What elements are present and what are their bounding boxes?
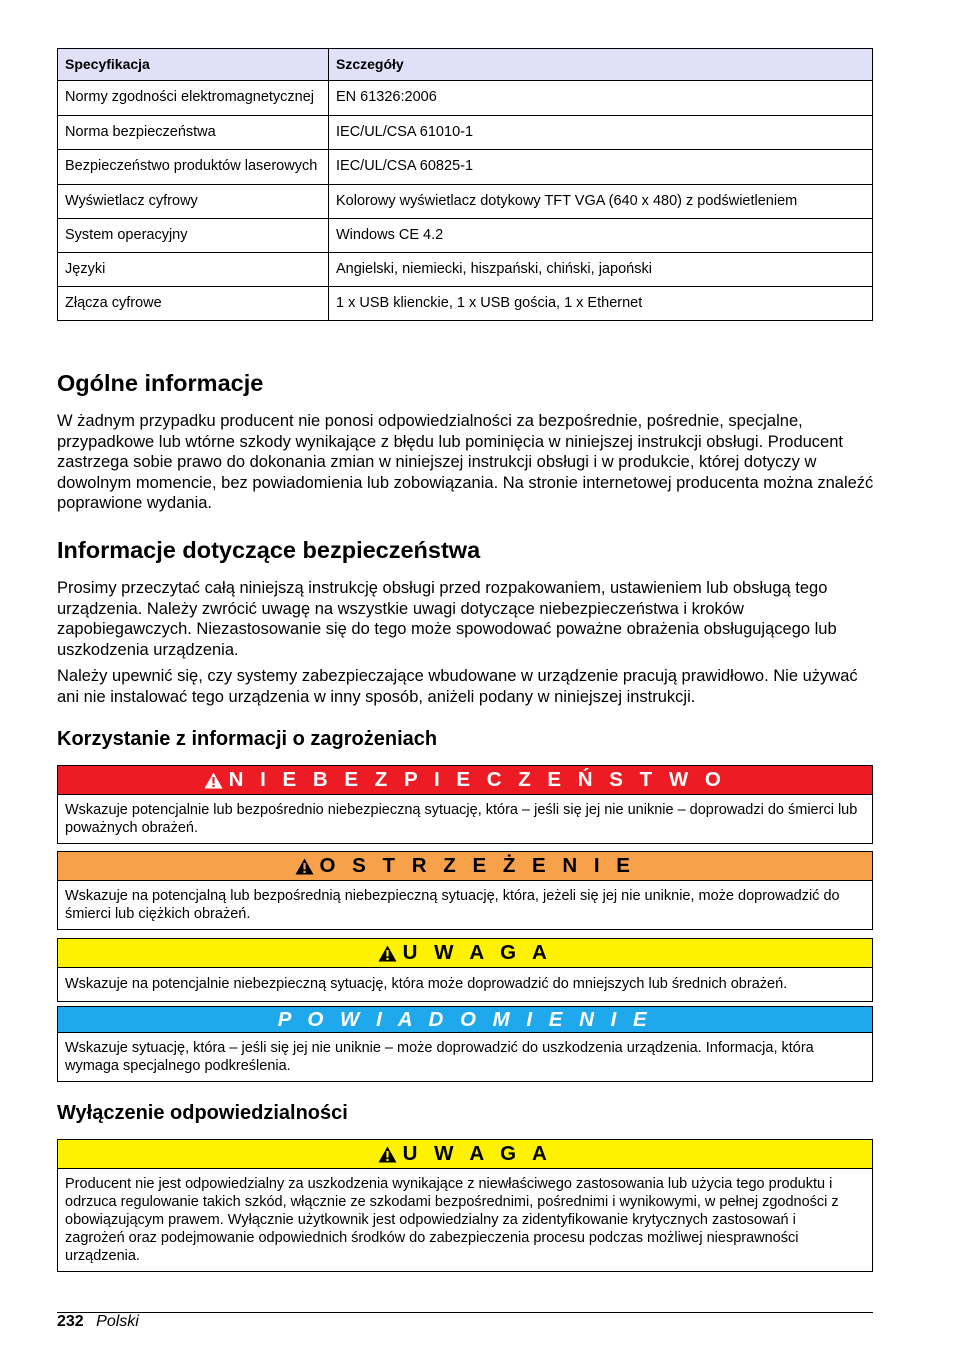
disclaimer-caution-label: U W A G A [402,1142,553,1165]
table-row [58,150,873,185]
danger-label: N I E B E Z P I E C Z E Ń S T W O [228,768,727,791]
table-row [58,185,873,219]
table-row [58,219,873,253]
section-title-general: Ogólne informacje [57,370,264,396]
warning-triangle-icon [295,858,314,875]
subsection-title-hazards: Korzystanie z informacji o zagrożeniach [57,728,438,750]
table-cell: 1 x USB klienckie, 1 x USB gościa, 1 x Ethernet [329,287,873,321]
warning-text: Wskazuje na potencjalną lub bezpośrednią niebezpieczną sytuację, która, jeżeli się jej nie uniknie, może doprowadzić do śmierci lub ciężkich obrażeń. [65,888,840,922]
table-cell: Norma bezpieczeństwa [58,116,329,150]
table-row [58,287,873,321]
caution-text: Wskazuje na potencjalnie niebezpieczną sytuację, która może doprowadzić do mniejszych lub średnich obrażeń. [65,976,788,992]
caution-box [57,938,873,1002]
warning-triangle-icon [378,945,397,962]
footer-divider [57,1312,873,1313]
page-number: 232 [57,1313,84,1330]
table-cell: IEC/UL/CSA 60825-1 [329,150,873,185]
table-cell: Angielski, niemiecki, hiszpański, chiński, japoński [329,253,873,287]
danger-text: Wskazuje potencjalnie lub bezpośrednio niebezpieczną sytuację, która – jeśli się jej nie uniknie – doprowadzi do śmierci lub poważnych obrażeń. [65,802,858,836]
table-cell: Wyświetlacz cyfrowy [58,185,329,219]
table-cell: IEC/UL/CSA 61010-1 [329,116,873,150]
danger-header [58,766,872,795]
specification-table [57,48,873,321]
general-paragraph: W żadnym przypadku producent nie ponosi odpowiedzialności za bezpośrednie, pośrednie, specjalne, przypadkowe lub wtórne szkody wynikające z błędu lub pominięcia w niniejszej instrukcji obsługi. Producent zastrzega sobie prawo do dokonania zmian w niniejszej instrukcji obsługi i w produkcie, której dotyczy w dowolnym momencie, bez powiadomienia lub zobowiązania. Na stronie internetowej producenta można znaleźć poprawione wydania. [57,412,874,512]
table-row [58,253,873,287]
warning-header [58,852,872,881]
safety-paragraph-2: Należy upewnić się, czy systemy zabezpieczające wbudowane w urządzenie pracują prawidłowo. Nie używać ani nie instalować tego urządzenia w inny sposób, aniżeli podany w niniejszej instrukcji. [57,667,858,706]
table-header-row [58,49,873,81]
safety-paragraph-1: Prosimy przeczytać całą niniejszą instrukcję obsługi przed rozpakowaniem, ustawieniem lub obsługą tego urządzenia. Należy zwrócić uwagę na wszystkie uwagi dotyczące niebezpieczeństwa i kroków zapobiegawczych. Niezastosowanie się do tego może spowodować poważne obrażenia obsługującego lub uszkodzenia urządzenia. [57,579,837,659]
footer-language: Polski [96,1313,139,1330]
column-header: Szczegóły [329,49,873,81]
disclaimer-caution-box [57,1139,873,1272]
notice-label: P O W I A D O M I E N I E [277,1007,653,1031]
disclaimer-text: Producent nie jest odpowiedzialny za uszkodzenia wynikające z niewłaściwego zastosowania lub użycia tego produktu i odrzuca regulowanie takich szkód, włącznie ze szkodami bezpośrednimi, pośrednimi i wynikowymi, w pełnej zgodności z obowiązującym prawem. Wyłącznie użytkownik jest odpowiedzialny za zidentyfikowanie krytycznych zastosowań i zagrożeń oraz podejmowanie odpowiednich środków do zabezpieczenia procesu podczas możliwej niesprawności urządzenia. [65,1176,839,1264]
notice-header [58,1007,872,1033]
disclaimer-caution-header [58,1140,872,1169]
warning-label: O S T R Z E Ż E N I E [319,854,636,877]
table-row [58,116,873,150]
section-title-safety: Informacje dotyczące bezpieczeństwa [57,537,481,563]
table-cell: System operacyjny [58,219,329,253]
subsection-title-disclaimer: Wyłączenie odpowiedzialności [57,1102,348,1124]
table-row [58,81,873,116]
table-cell: Kolorowy wyświetlacz dotykowy TFT VGA (640 x 480) z podświetleniem [329,185,873,219]
table-cell: EN 61326:2006 [329,81,873,116]
column-header: Specyfikacja [58,49,329,81]
danger-box [57,765,873,844]
notice-text: Wskazuje sytuację, która – jeśli się jej nie uniknie – może doprowadzić do uszkodzenia urządzenia. Informacja, która wymaga specjalnego podkreślenia. [65,1040,814,1074]
caution-label: U W A G A [402,941,553,964]
table-cell: Normy zgodności elektromagnetycznej [58,81,329,116]
warning-triangle-icon [378,1146,397,1163]
table-cell: Bezpieczeństwo produktów laserowych [58,150,329,185]
table-cell: Złącza cyfrowe [58,287,329,321]
caution-header [58,939,872,968]
page-footer [57,1313,139,1331]
table-cell: Języki [58,253,329,287]
table-cell: Windows CE 4.2 [329,219,873,253]
notice-box [57,1006,873,1082]
warning-triangle-icon [204,772,223,789]
warning-box [57,851,873,930]
